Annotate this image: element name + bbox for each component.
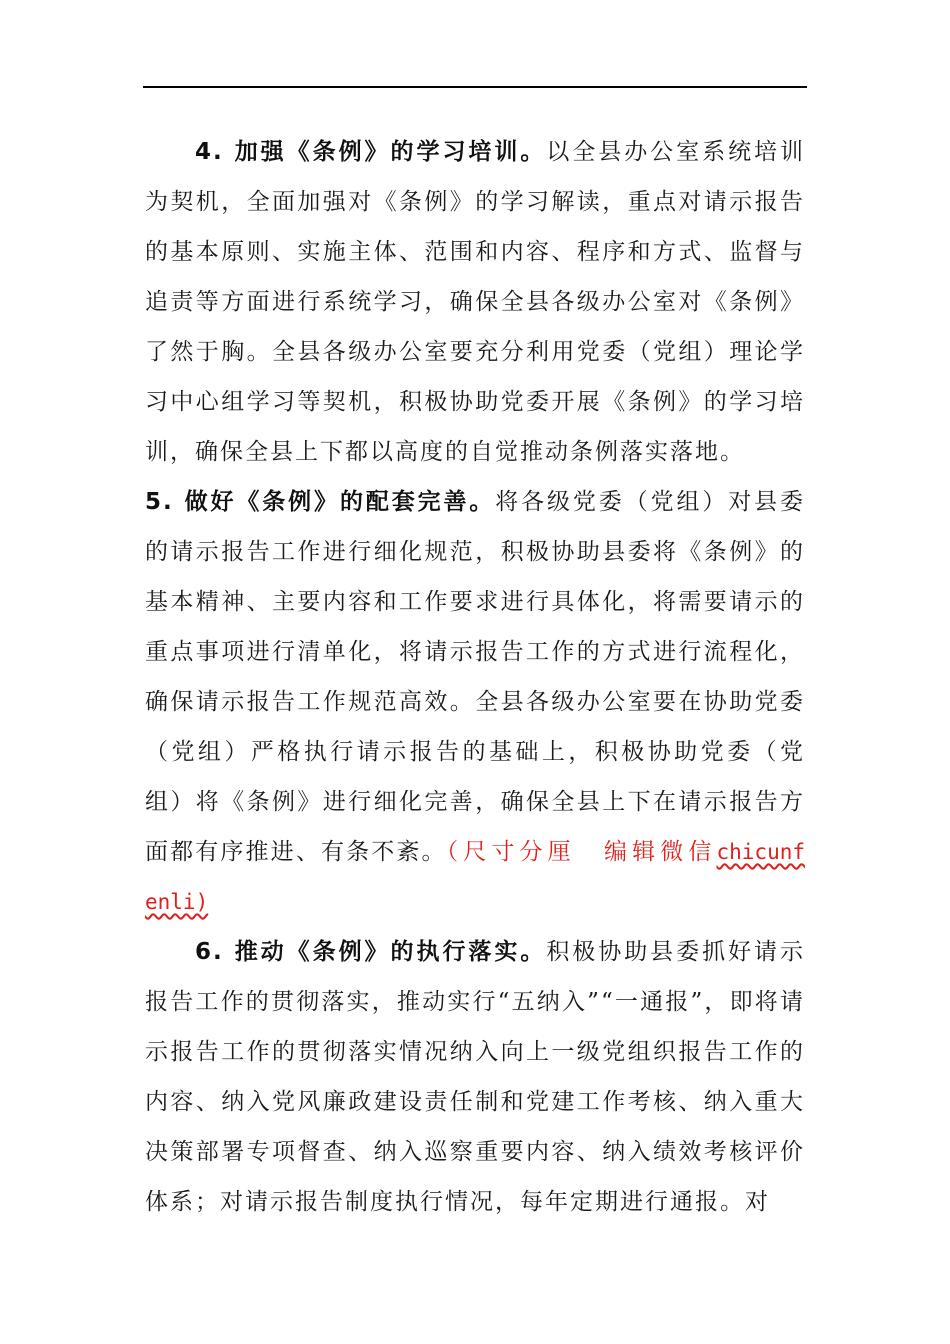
section-5-paragraph bbox=[145, 477, 805, 927]
document-body bbox=[145, 127, 805, 1227]
section-4-heading: 4. 加强《条例》的学习培训。 bbox=[195, 139, 547, 165]
section-4-body: 以全县办公室系统培训为契机，全面加强对《条例》的学习解读，重点对请示报告的基本原则、实施主体、范围和内容、程序和方式、监督与追责等方面进行系统学习，确保全县各级办公室对《条例》了然于胸。全县各级办公室要充分利用党委（党组）理论学习中心组学习等契机，积极协助党委开展《条例》的学习培训，确保全县上下都以高度的自觉推动条例落实落地。 bbox=[145, 139, 806, 465]
section-6-paragraph bbox=[145, 927, 805, 1227]
section-6-body: 积极协助县委抓好请示报告工作的贯彻落实，推动实行“五纳入”“一通报”，即将请示报告工作的贯彻落实情况纳入向上一级党组织报告工作的内容、纳入党风廉政建设责任制和党建工作考核、纳入重大决策部署专项督查、纳入巡察重要内容、纳入绩效考核评价体系；对请示报告制度执行情况，每年定期进行通报。对 bbox=[145, 939, 806, 1215]
section-5-heading: 5. 做好《条例》的配套完善。 bbox=[145, 489, 496, 515]
header-rule bbox=[143, 86, 807, 88]
editor-wechat-id: chicunfenli) bbox=[145, 840, 806, 914]
section-5-body: 将各级党委（党组）对县委的请示报告工作进行细化规范，积极协助县委将《条例》的基本精神、主要内容和工作要求进行具体化，将需要请示的重点事项进行清单化，将请示报告工作的方式进行流程化，确保请示报告工作规范高效。全县各级办公室要在协助党委（党组）严格执行请示报告的基础上，积极协助党委（党组）将《条例》进行细化完善，确保全县上下在请示报告方面都有序推进、有条不紊。 bbox=[145, 489, 806, 865]
section-6-heading: 6. 推动《条例》的执行落实。 bbox=[195, 939, 547, 965]
editor-wechat-note: （尺寸分厘 编辑微信 bbox=[446, 839, 717, 865]
section-4-paragraph bbox=[145, 127, 805, 477]
